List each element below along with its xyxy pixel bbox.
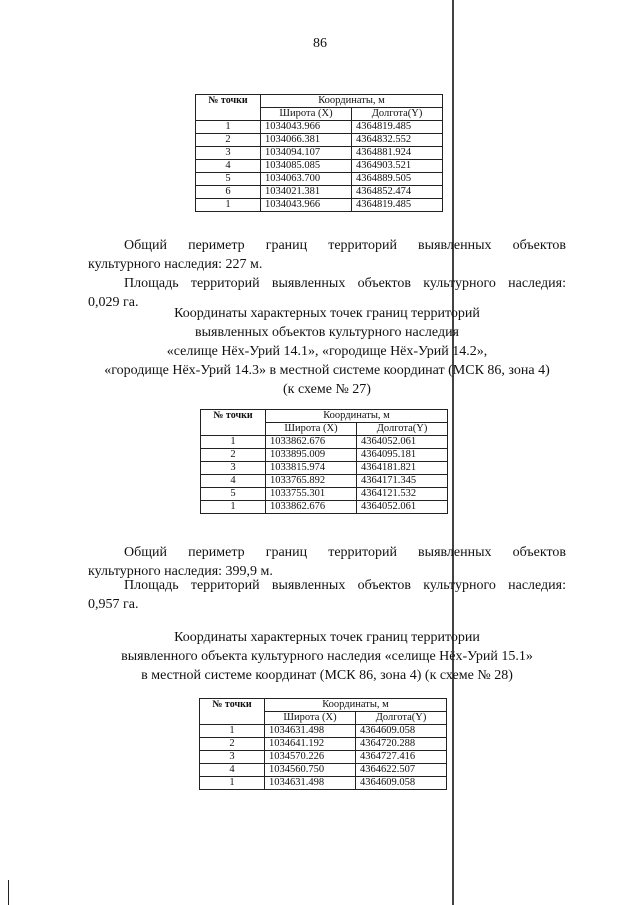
- longitude-value: 4364052.061: [357, 501, 448, 514]
- point-number: 1: [196, 121, 261, 134]
- latitude-value: 1034631.498: [265, 777, 356, 790]
- point-number: 2: [196, 134, 261, 147]
- perimeter-text-line-1: Общий периметр границ территорий выявленных объектов: [124, 545, 566, 560]
- table-row: [196, 147, 443, 160]
- point-number: 1: [196, 199, 261, 212]
- perimeter-text-line-1: Общий периметр границ территорий выявленных объектов: [124, 238, 566, 253]
- perimeter-text-line-2: культурного наследия: 227 м.: [88, 257, 263, 272]
- column-header-latitude: Широта (X): [261, 108, 352, 121]
- table-row: [196, 186, 443, 199]
- page-number: 86: [313, 36, 327, 51]
- point-number: 2: [201, 449, 266, 462]
- area-text-line-2: 0,029 га.: [88, 295, 139, 310]
- perimeter-text-line-2: культурного наследия: 399,9 м.: [88, 564, 273, 579]
- longitude-value: 4364609.058: [356, 777, 447, 790]
- point-number: 5: [201, 488, 266, 501]
- point-number: 3: [200, 751, 265, 764]
- latitude-value: 1033765.892: [266, 475, 357, 488]
- area-text-line-1: Площадь территорий выявленных объектов культурного наследия:: [124, 578, 566, 593]
- table-row: [196, 199, 443, 212]
- column-header-point-number: № точки: [201, 410, 266, 436]
- heading-line: «городище Нёх-Урий 14.3» в местной системе координат (МСК 86, зона 4): [104, 363, 550, 378]
- perimeter-paragraph-1: [88, 236, 566, 274]
- heading-line: Координаты характерных точек границ территорий: [174, 306, 480, 321]
- column-header-longitude: Долгота(Y): [356, 712, 447, 725]
- heading-line: в местной системе координат (МСК 86, зона 4) (к схеме № 28): [141, 668, 513, 683]
- heading-line: Координаты характерных точек границ территории: [174, 630, 480, 645]
- table-row: [201, 436, 448, 449]
- table-row: [196, 121, 443, 134]
- section-heading-3: [80, 628, 574, 685]
- heading-line: (к схеме № 27): [283, 382, 371, 397]
- point-number: 3: [201, 462, 266, 475]
- longitude-value: 4364727.416: [356, 751, 447, 764]
- table-row: [201, 462, 448, 475]
- coordinates-table-1: [195, 94, 443, 212]
- table-row: [200, 764, 447, 777]
- longitude-value: 4364052.061: [357, 436, 448, 449]
- latitude-value: 1034570.226: [265, 751, 356, 764]
- heading-line: выявленных объектов культурного наследия: [195, 325, 459, 340]
- latitude-value: 1034043.966: [261, 199, 352, 212]
- longitude-value: 4364852.474: [352, 186, 443, 199]
- column-header-longitude: Долгота(Y): [357, 423, 448, 436]
- latitude-value: 1034021.381: [261, 186, 352, 199]
- latitude-value: 1034094.107: [261, 147, 352, 160]
- latitude-value: 1034641.192: [265, 738, 356, 751]
- table-header-row: [196, 95, 443, 108]
- table-header-row: [201, 410, 448, 423]
- latitude-value: 1033862.676: [266, 436, 357, 449]
- point-number: 4: [201, 475, 266, 488]
- column-header-coordinates: Координаты, м: [261, 95, 443, 108]
- longitude-value: 4364720.288: [356, 738, 447, 751]
- table-row: [201, 449, 448, 462]
- latitude-value: 1033755.301: [266, 488, 357, 501]
- section-heading-2: [80, 304, 574, 399]
- longitude-value: 4364832.552: [352, 134, 443, 147]
- latitude-value: 1034063.700: [261, 173, 352, 186]
- latitude-value: 1034085.085: [261, 160, 352, 173]
- table-row: [196, 134, 443, 147]
- table-row: [200, 751, 447, 764]
- latitude-value: 1034631.498: [265, 725, 356, 738]
- coordinates-table-3: [199, 698, 447, 790]
- table-row: [201, 488, 448, 501]
- longitude-value: 4364819.485: [352, 121, 443, 134]
- table-row: [200, 738, 447, 751]
- table-row: [200, 725, 447, 738]
- latitude-value: 1034066.381: [261, 134, 352, 147]
- scan-line-left: [8, 880, 9, 905]
- area-paragraph-2: [88, 576, 566, 614]
- longitude-value: 4364819.485: [352, 199, 443, 212]
- longitude-value: 4364171.345: [357, 475, 448, 488]
- heading-line: «селище Нёх-Урий 14.1», «городище Нёх-Урий 14.2»,: [166, 344, 488, 359]
- point-number: 1: [201, 436, 266, 449]
- table-row: [200, 777, 447, 790]
- table-row: [201, 475, 448, 488]
- latitude-value: 1033815.974: [266, 462, 357, 475]
- point-number: 2: [200, 738, 265, 751]
- point-number: 4: [196, 160, 261, 173]
- latitude-value: 1034560.750: [265, 764, 356, 777]
- table-row: [196, 173, 443, 186]
- point-number: 1: [201, 501, 266, 514]
- latitude-value: 1034043.966: [261, 121, 352, 134]
- coordinates-table-2: [200, 409, 448, 514]
- longitude-value: 4364622.507: [356, 764, 447, 777]
- latitude-value: 1033895.009: [266, 449, 357, 462]
- table-header-row: [200, 699, 447, 712]
- longitude-value: 4364121.532: [357, 488, 448, 501]
- longitude-value: 4364889.505: [352, 173, 443, 186]
- point-number: 4: [200, 764, 265, 777]
- point-number: 1: [200, 725, 265, 738]
- column-header-coordinates: Координаты, м: [266, 410, 448, 423]
- table-row: [201, 501, 448, 514]
- scan-line-right: [452, 0, 454, 905]
- column-header-coordinates: Координаты, м: [265, 699, 447, 712]
- point-number: 3: [196, 147, 261, 160]
- point-number: 5: [196, 173, 261, 186]
- column-header-longitude: Долгота(Y): [352, 108, 443, 121]
- column-header-point-number: № точки: [196, 95, 261, 121]
- column-header-point-number: № точки: [200, 699, 265, 725]
- area-text-line-1: Площадь территорий выявленных объектов культурного наследия:: [124, 276, 566, 291]
- longitude-value: 4364881.924: [352, 147, 443, 160]
- longitude-value: 4364609.058: [356, 725, 447, 738]
- table-row: [196, 160, 443, 173]
- column-header-latitude: Широта (X): [266, 423, 357, 436]
- area-text-line-2: 0,957 га.: [88, 597, 139, 612]
- heading-line: выявленного объекта культурного наследия «селище Нёх-Урий 15.1»: [121, 649, 533, 664]
- longitude-value: 4364095.181: [357, 449, 448, 462]
- column-header-latitude: Широта (X): [265, 712, 356, 725]
- longitude-value: 4364903.521: [352, 160, 443, 173]
- longitude-value: 4364181.821: [357, 462, 448, 475]
- point-number: 6: [196, 186, 261, 199]
- latitude-value: 1033862.676: [266, 501, 357, 514]
- point-number: 1: [200, 777, 265, 790]
